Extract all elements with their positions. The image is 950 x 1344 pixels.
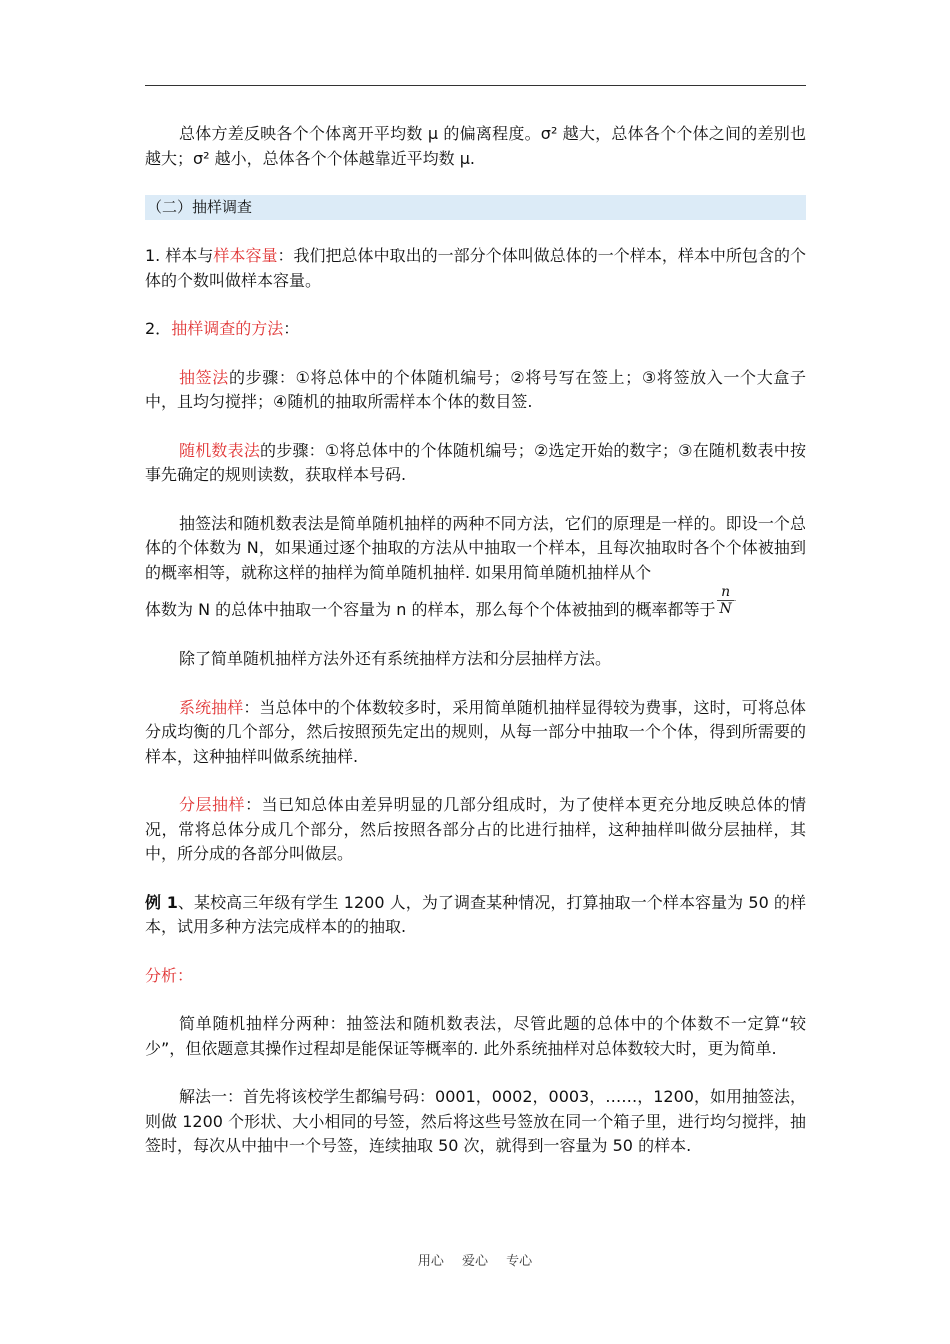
document-body [145,122,806,1159]
fraction-numerator: n [717,584,733,601]
simple-random-paragraph: 抽签法和随机数表法是简单随机抽样的两种不同方法，它们的原理是一样的。即设一个总体的个体数为 N，如果通过逐个抽取的方法从中抽取一个样本，且每次抽取时各个个体被抽到的概率相等，就称这样的抽样为简单随机抽样. 如果用简单随机抽样从个 [145,513,806,582]
variance-paragraph: 总体方差反映各个个体离开平均数 μ 的偏离程度。σ² 越大，总体各个个体之间的差别也越大；σ² 越小，总体各个个体越靠近平均数 μ. [145,124,806,168]
term-sampling-methods: 抽样调查的方法 [171,319,284,338]
term-sample-size: 样本容量 [213,246,278,265]
example-1-paragraph [145,891,806,940]
colon: ： [283,319,300,338]
fraction-n-over-N [717,584,733,617]
fraction-denominator: N [719,601,732,617]
definition-text: ：我们把总体中取出的一部分个体叫做总体的一个样本，样本中所包含的个体的个数叫做样本容量。 [145,246,806,290]
lottery-method-paragraph [145,366,806,415]
item-number: 2． [145,319,172,338]
term-lottery-method: 抽签法 [179,367,229,387]
analysis-paragraph: 简单随机抽样分两种：抽签法和随机数表法，尽管此题的总体中的个体数不一定算“较少”，但依题意其操作过程却是能保证等概率的. 此外系统抽样对总体数较大时，更为简单. [145,1014,806,1058]
section-heading-sampling: （二）抽样调查 [145,195,806,220]
other-methods-paragraph: 除了简单随机抽样方法外还有系统抽样方法和分层抽样方法。 [179,649,612,668]
random-table-steps: 的步骤：①将总体中的个体随机编号；②选定开始的数字；③在随机数表中按事先确定的规则读数，获取样本号码. [145,440,806,484]
systematic-definition: ：当总体中的个体数较多时，采用简单随机抽样显得较为费事，这时，可将总体分成均衡的几个部分，然后按照预先定出的规则，从每一部分中抽取一个个体，得到所需要的样本，这种抽样叫做系统抽样. [145,697,806,766]
random-table-paragraph [145,439,806,488]
probability-text: 体数为 N 的总体中抽取一个容量为 n 的样本，那么每个个体被抽到的概率都等于 [145,600,716,619]
analysis-label: 分析： [145,965,194,985]
stratified-sampling-paragraph [145,793,806,867]
item-number: 1. 样本与 [145,246,214,265]
stratified-definition: ：当已知总体由差异明显的几部分组成时，为了使样本更充分地反映总体的情况，常将总体分成几个部分，然后按照各部分占的比进行抽样，这种抽样叫做分层抽样，其中，所分成的各部分叫做层。 [145,795,806,863]
example-text: 、某校高三年级有学生 1200 人，为了调查某种情况，打算抽取一个样本容量为 50 的样本，试用多种方法完成样本的的抽取. [145,892,806,936]
sampling-methods-heading [145,317,806,342]
solution-1-paragraph: 解法一：首先将该校学生都编号码：0001，0002，0003，……，1200，如用抽签法，则做 1200 个形状、大小相同的号签，然后将这些号签放在同一个箱子里，进行均匀搅拌，抽签时，每次从中抽中一个号签，连续抽取 50 次，就得到一容量为 50 的样本. [145,1087,806,1155]
header-rule [145,85,806,86]
systematic-sampling-paragraph [145,696,806,770]
term-random-number-table: 随机数表法 [179,440,261,460]
term-systematic-sampling: 系统抽样 [179,697,244,717]
sample-definition-paragraph [145,244,806,293]
simple-random-paragraph-end [145,585,806,635]
fraction-period: . [733,594,737,603]
term-stratified-sampling: 分层抽样 [179,795,246,814]
page-footer: 用心 爱心 专心 [417,1254,533,1269]
lottery-steps: 的步骤：①将总体中的个体随机编号；②将号写在签上；③将签放入一个大盒子中，且均匀搅拌；④随机的抽取所需样本个体的数目签. [145,367,806,411]
example-label: 例 1 [145,892,178,912]
